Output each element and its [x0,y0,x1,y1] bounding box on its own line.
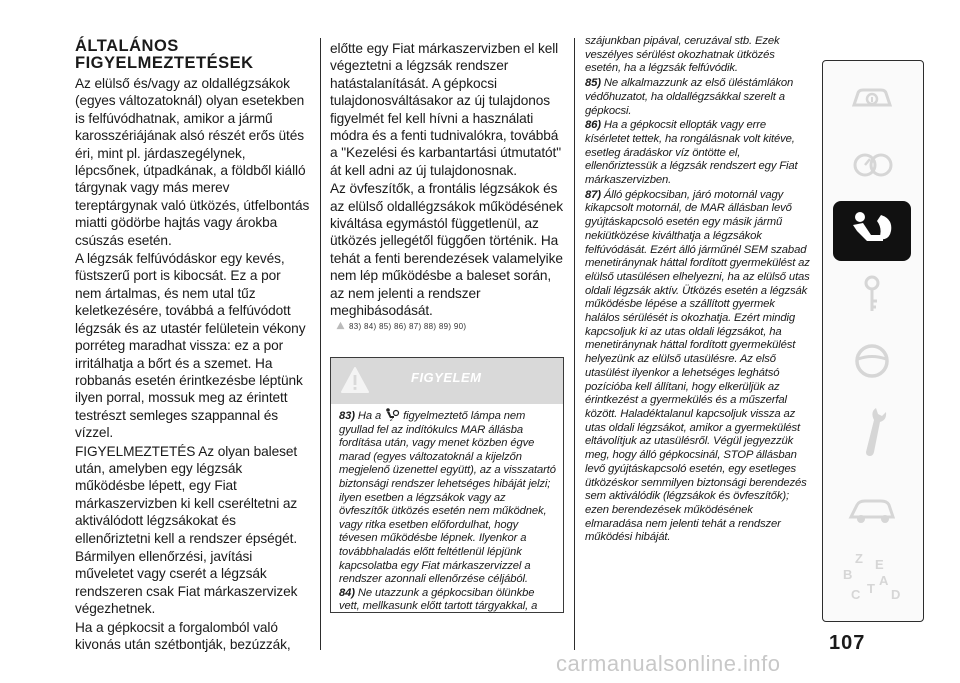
note-number: 84) [339,586,355,599]
warning-title: FIGYELEM [411,370,482,385]
safety-icon [847,209,897,253]
tab-emergency[interactable] [833,333,911,389]
car-spec-icon [847,489,897,529]
warning-references [336,321,564,331]
index-letter: E [875,557,884,572]
airbag-warning-lamp-icon [384,407,400,421]
index-letter: B [843,567,853,582]
page-number: 107 [829,632,866,654]
note-number: 85) [585,77,601,90]
paragraph: Az elülső és/vagy az oldallégzsákok (egyes változatoknál) olyan esetekben is felfúvódhatnak, amikor a jármű karosszériájának alsó részét erős ütés éri, mint pl. járdaszegélynek, lépcsőnek, útpadkának, a földből kiálló tárgynak vagy más merev tereptárgynak való ütközés, útfelbontás miatti gödörbe hajtás vagy árokba csúszás esetén. [75,76,310,248]
note-text: figyelmeztető lámpa nem gyullad fel az indítókulcs MAR állásba fordítása után, vagy menet közben égve marad (egyes változatoknál a kijelzőn megjelenő üzenettel együtt), az a visszatartó biztonsági rendszer lehetséges hibáját jelzi; ilyen esetben a légzsákok vagy az övfeszítők ütközés esetén nem működnek, vagy ritka esetben előfordulhat, hogy tévesen működésbe lépnek. Ilyenkor a továbbhaladás előtt feltétlenül lépjünk kapcsolatba egy Fiat márkaszervizzel a rendszer azonnali ellenőrzése céljából. [339,410,556,586]
tab-maintenance[interactable] [833,397,911,467]
tab-safety[interactable] [833,201,911,261]
middle-column [330,40,564,339]
warning-reference-numbers: 83) 84) 85) 86) 87) 88) 89) 90) [349,321,467,331]
dashboard-icon [850,147,894,183]
paragraph: Ha a gépkocsit a forgalomból való kivonás után szétbontják, bezúzzák, [75,619,291,652]
paragraph: Bármilyen ellenőrzési, javítási műveletet vagy cserét a légzsák rendszeren csak Fiat márkaszervizek végezhetnek. [75,548,298,617]
tab-dashboard[interactable] [833,137,911,193]
watermark: carmanualsonline.info [556,651,781,676]
index-letter: D [891,587,901,602]
paragraph: Az övfeszítők, a frontális légzsákok és az elülső oldallégzsákok működésének kiváltása egymástól függetlenül, az ütközés jellegétől függően történik. Ha tehát a fenti berendezések valamelyike nem lép működésbe a baleset során, az nem jelenti a rendszer meghibásodását. [330,181,564,319]
section-heading-line1: ÁLTALÁNOS [75,37,179,55]
index-letter: Z [855,551,863,566]
note-text: Álló gépkocsiban, járó motornál vagy kikapcsolt motornál, de MAR állásban levő gyújtáskapcsoló esetén egy másik jármű nekiütközése kiválthatja a légzsákok felfúvódását. Ezért álló járműnél SEM szabad menetiránynak háttal fordított gyermekülést az elülső utasülésen elhelyezni, ha az elülső utas oldali légzsák aktív. Ütközés esetén a légzsák működésbe lépése a szállított gyermek halálos sérülését is okozhatja. Ezért mindig kapcsoljuk ki az utas oldali légzsákot, ha menetiránynak háttal fordított gyermekülést helyezünk az elülső utasülésre. Az első utasülést ilyenkor a lehetséges leghátsó pozícióba kell állítani, hogy elkerüljük az érintkezést a gyermekülés és a műszerfal között. Haladéktalanul kapcsoljuk vissza az utas oldali légzsákot, amikor a gyermekülést eltávolítjuk az utasülésről. Végül jegyezzük meg, hogy álló gépkocsinál, STOP állásban levő gyújtáskapcsoló esetén, egy esetleges ütközéskor semmilyen biztonsági berendezés sem aktiválódik (légzsákok és övfeszítők); ezen berendezések működésének elmaradása nem jelenti tehát a rendszer működési hibáját. [585,188,810,544]
note-text: Ha a gépkocsit ellopták vagy erre kísérletet tettek, ha rongálásnak volt kitéve, esetleg áradáskor víz öntötte el, ellenőriztessük a légzsák rendszert egy Fiat márkaszervizben. [585,119,798,187]
warning-reference-icon [336,321,345,330]
paragraph: előtte egy Fiat márkaszervizben el kell végeztetni a légzsák rendszer hatástalanítását. A gépkocsi tulajdonosváltásakor az új tulajdonos figyelmét fel kell hívni a használati módra és a fenti tudnivalókra, továbbá a "Kezelési és karbantartási útmutatót" át kell adni az új tulajdonosnak. [330,41,562,178]
note-number: 87) [585,188,601,201]
column-divider [320,38,321,650]
note-text: szájunkban pipával, ceruzával stb. Ezek veszélyes sérülést okozhatnak ütközés esetén, ha a légzsák felfúvódik. [585,35,780,75]
wrench-icon [850,404,894,460]
note-text: Ne alkalmazzunk az első üléstámlákon védőhuzatot, ha oldallégzsákkal szerelt a gépkocsi. [585,77,794,117]
chapter-sidebar [822,60,924,622]
note-text: Ha a [357,410,382,422]
note-text: Ne utazzunk a gépkocsiban ölünkbe vett, mellkasunk előtt tartott tárgyakkal, a [339,586,538,613]
index-letter: T [867,581,875,596]
paragraph: FIGYELMEZTETÉS Az olyan baleset után, amelyben egy légzsák működésbe lépett, egy Fiat márkaszervizben ki kell cseréltetni az aktiválódott légzsákokat és ellenőriztetni kell a rendszer épségét. [75,443,298,546]
right-column [585,35,811,546]
warning-header [331,358,563,404]
warning-triangle-icon [340,366,370,394]
section-heading-line2: FIGYELMEZTETÉSEK [75,54,254,72]
index-letter: A [879,573,889,588]
tab-technical-data[interactable] [833,481,911,537]
warning-body [331,404,563,614]
tab-index[interactable] [833,545,911,609]
note-number: 86) [585,119,601,132]
svg-text:2: 2 [390,417,393,421]
steering-wheel-icon [850,341,894,381]
column-divider [574,38,575,650]
car-info-icon [850,79,894,115]
tab-car-info[interactable] [833,69,911,125]
paragraph: A légzsák felfúvódáskor egy kevés, füstszerű port is kibocsát. Ez a por nem ártalmas, és nem utal tűz keletkezésére, továbbá a felfúvódott légzsák és az utastér felületein vékony porréteg maradhat vissza: ez a por irritálhatja a bőrt és a szemet. Ha robbanás esetén érintkezésbe léptünk ilyen porral, mossuk meg az érintett testrészt semleges szappannal és vízzel. [75,251,306,441]
note-number: 83) [339,410,355,422]
index-letter: C [851,587,861,602]
warning-box [330,357,564,613]
tab-starting-driving[interactable] [833,267,911,323]
key-icon [850,273,894,317]
alphabetical-index-icon [837,549,907,605]
left-column [75,38,310,654]
